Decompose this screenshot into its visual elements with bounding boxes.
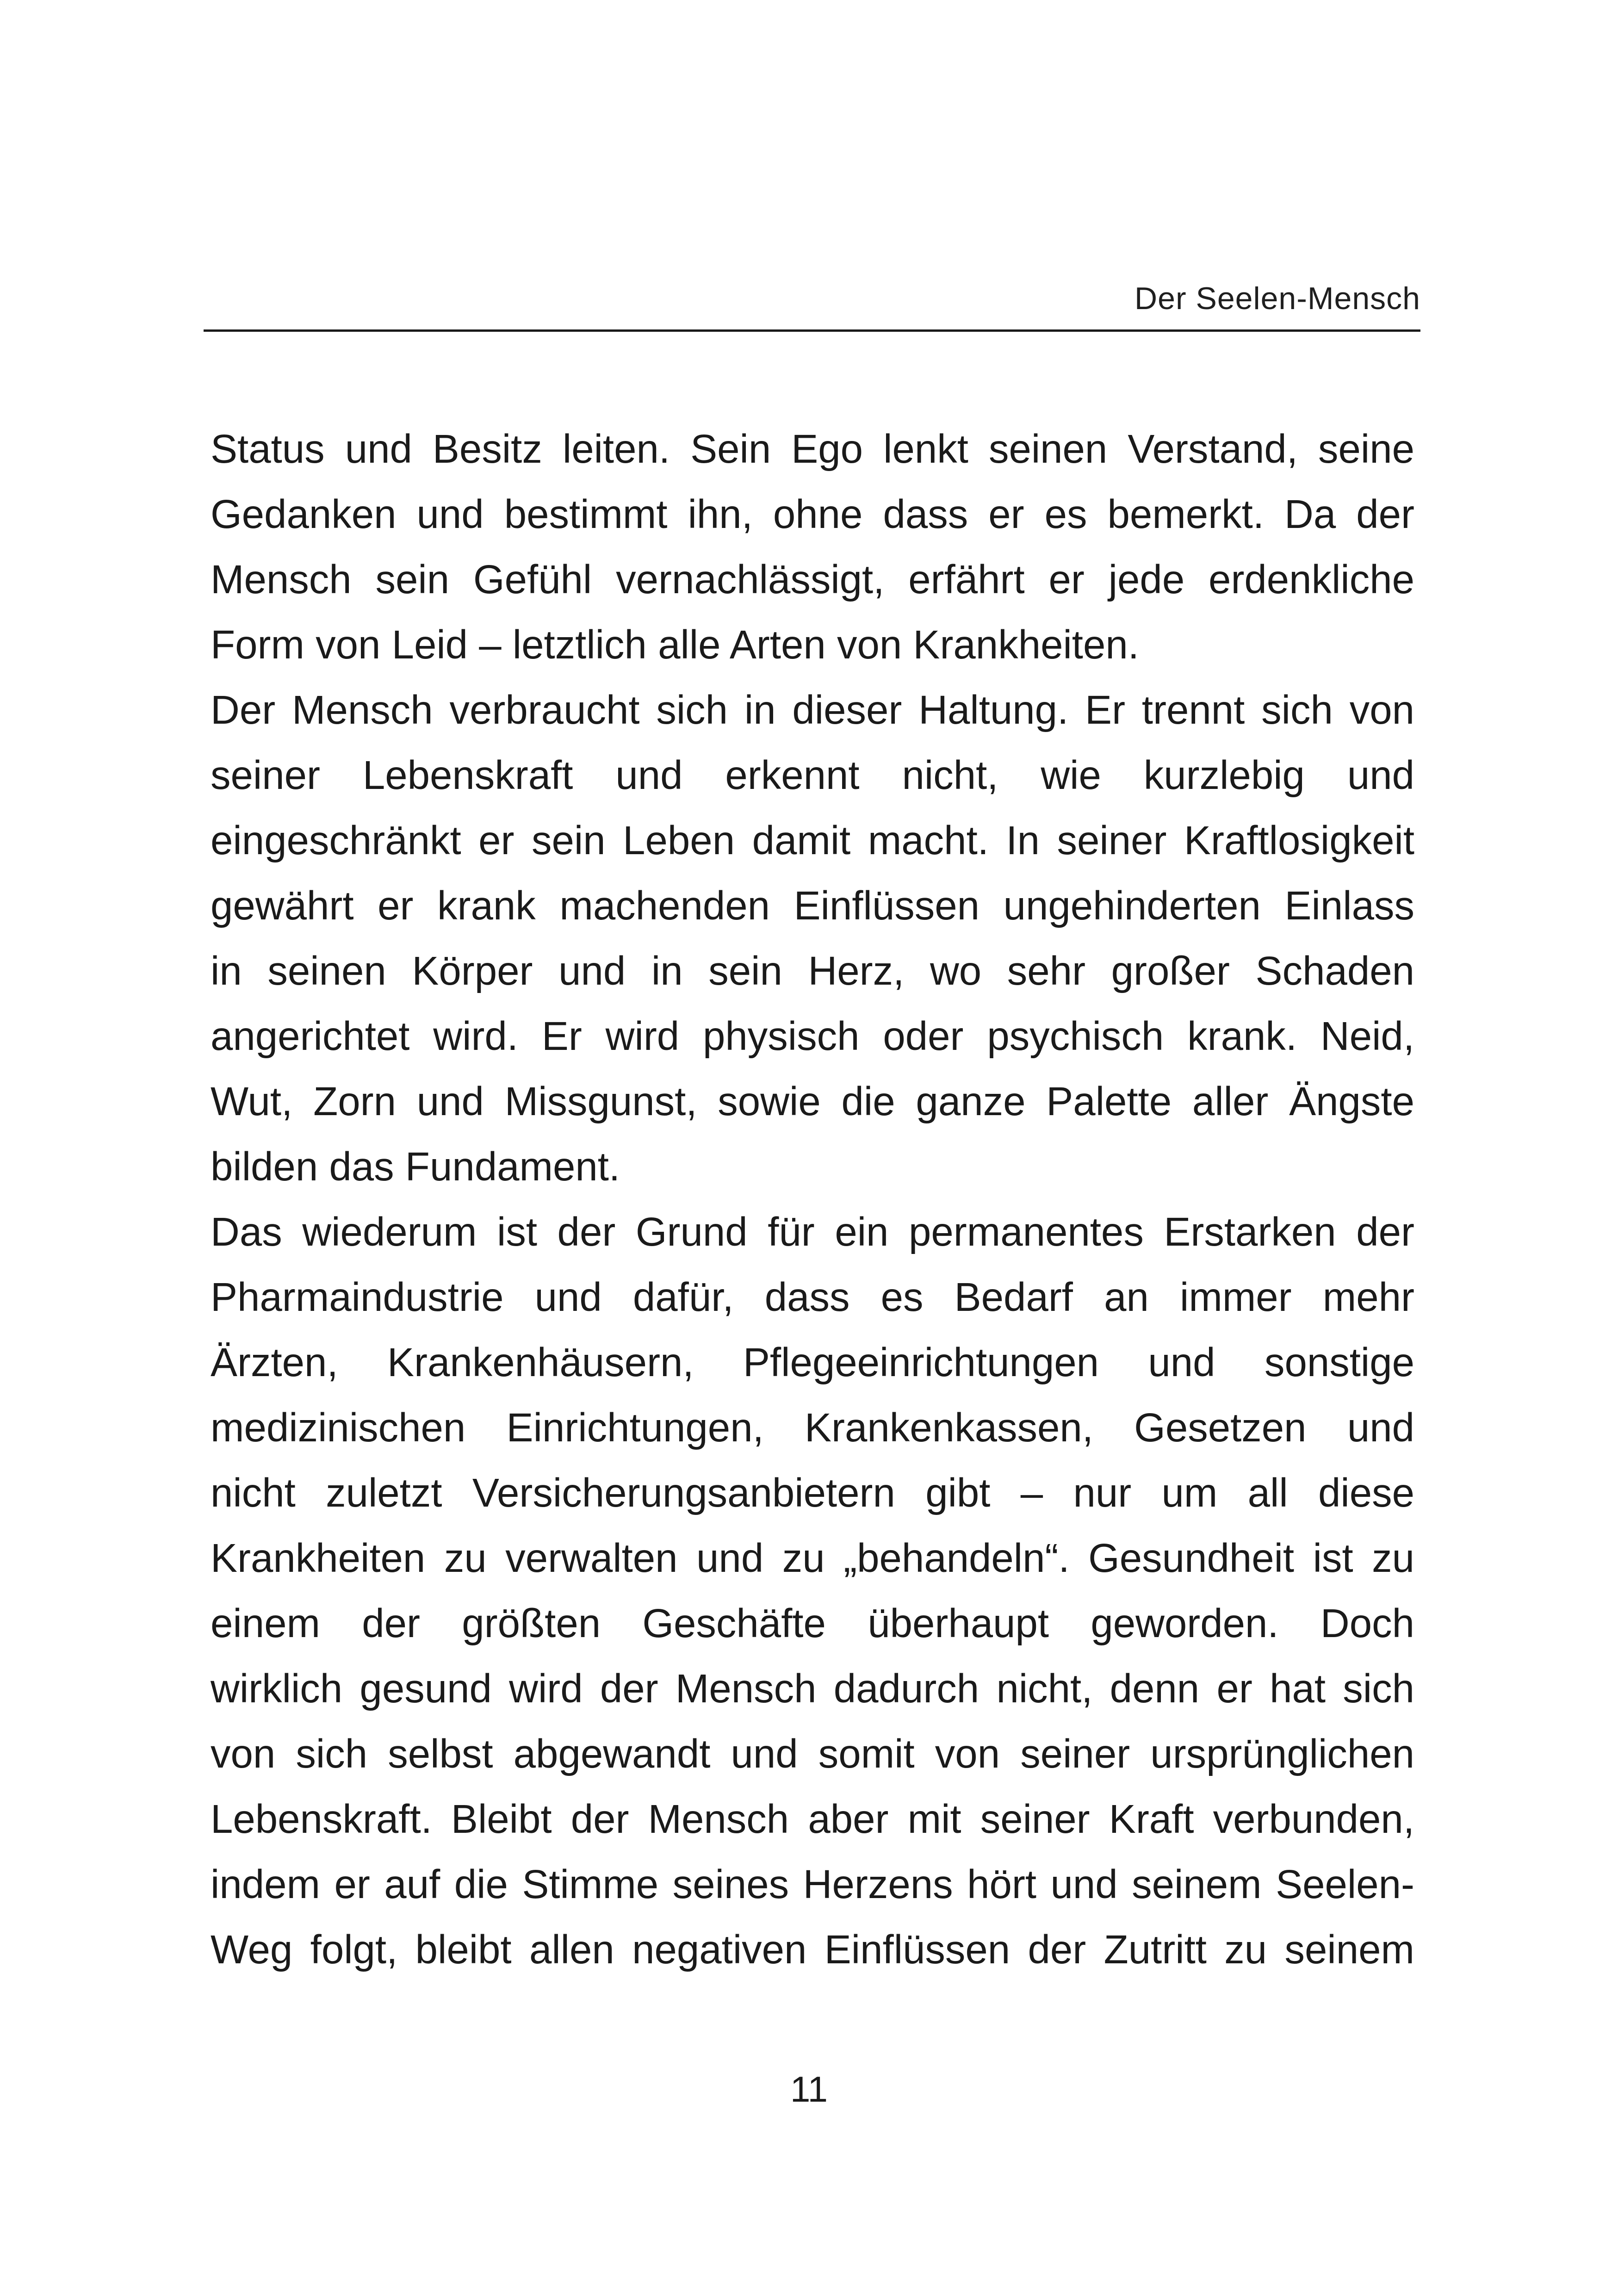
text-line: seiner Lebenskraft und erkennt nicht, wie kurzlebig und (211, 753, 1414, 798)
text-line: Der Mensch verbraucht sich in dieser Haltung. Er trennt sich von (211, 688, 1414, 732)
text-line: Pharmaindustrie und dafür, dass es Bedarf an immer mehr (211, 1275, 1414, 1320)
text-line: Das wiederum ist der Grund für ein permanentes Erstarken der (211, 1210, 1414, 1254)
text-line: Weg folgt, bleibt allen negativen Einflüssen der Zutritt zu seinem (211, 1927, 1414, 1972)
text-line: Status und Besitz leiten. Sein Ego lenkt seinen Verstand, seine (211, 427, 1414, 472)
text-line: indem er auf die Stimme seines Herzens hört und seinem Seelen- (211, 1862, 1414, 1907)
text-line: gewährt er krank machenden Einflüssen ungehinderten Einlass (211, 883, 1414, 928)
text-line: nicht zuletzt Versicherungsanbietern gibt – nur um all diese (211, 1471, 1414, 1515)
text-line: Lebenskraft. Bleibt der Mensch aber mit seiner Kraft verbunden, (211, 1797, 1414, 1842)
text-line: bilden das Fundament. (211, 1144, 620, 1189)
text-line: Form von Leid – letztlich alle Arten von Krankheiten. (211, 622, 1139, 667)
text-line: Mensch sein Gefühl vernachlässigt, erfährt er jede erdenkliche (211, 557, 1414, 602)
text-line: Wut, Zorn und Missgunst, sowie die ganze Palette aller Ängste (211, 1079, 1414, 1124)
text-line: Gedanken und bestimmt ihn, ohne dass er es bemerkt. Da der (211, 492, 1414, 537)
running-header: Der Seelen-Mensch (1134, 281, 1420, 316)
text-line: in seinen Körper und in sein Herz, wo sehr großer Schaden (211, 949, 1414, 993)
text-line: einem der größten Geschäfte überhaupt geworden. Doch (211, 1601, 1414, 1646)
body-text (211, 416, 1414, 1982)
text-line: Ärzten, Krankenhäusern, Pflegeeinrichtungen und sonstige (211, 1340, 1414, 1385)
text-line: von sich selbst abgewandt und somit von seiner ursprünglichen (211, 1731, 1414, 1776)
text-line: eingeschränkt er sein Leben damit macht. In seiner Kraftlosigkeit (211, 818, 1414, 863)
header-rule (204, 329, 1420, 332)
text-line: Krankheiten zu verwalten und zu „behandeln“. Gesundheit ist zu (211, 1536, 1414, 1581)
text-line: wirklich gesund wird der Mensch dadurch nicht, denn er hat sich (211, 1666, 1414, 1711)
text-line: medizinischen Einrichtungen, Krankenkassen, Gesetzen und (211, 1405, 1414, 1450)
page-number: 11 (790, 2069, 828, 2110)
text-line: angerichtet wird. Er wird physisch oder psychisch krank. Neid, (211, 1014, 1414, 1059)
